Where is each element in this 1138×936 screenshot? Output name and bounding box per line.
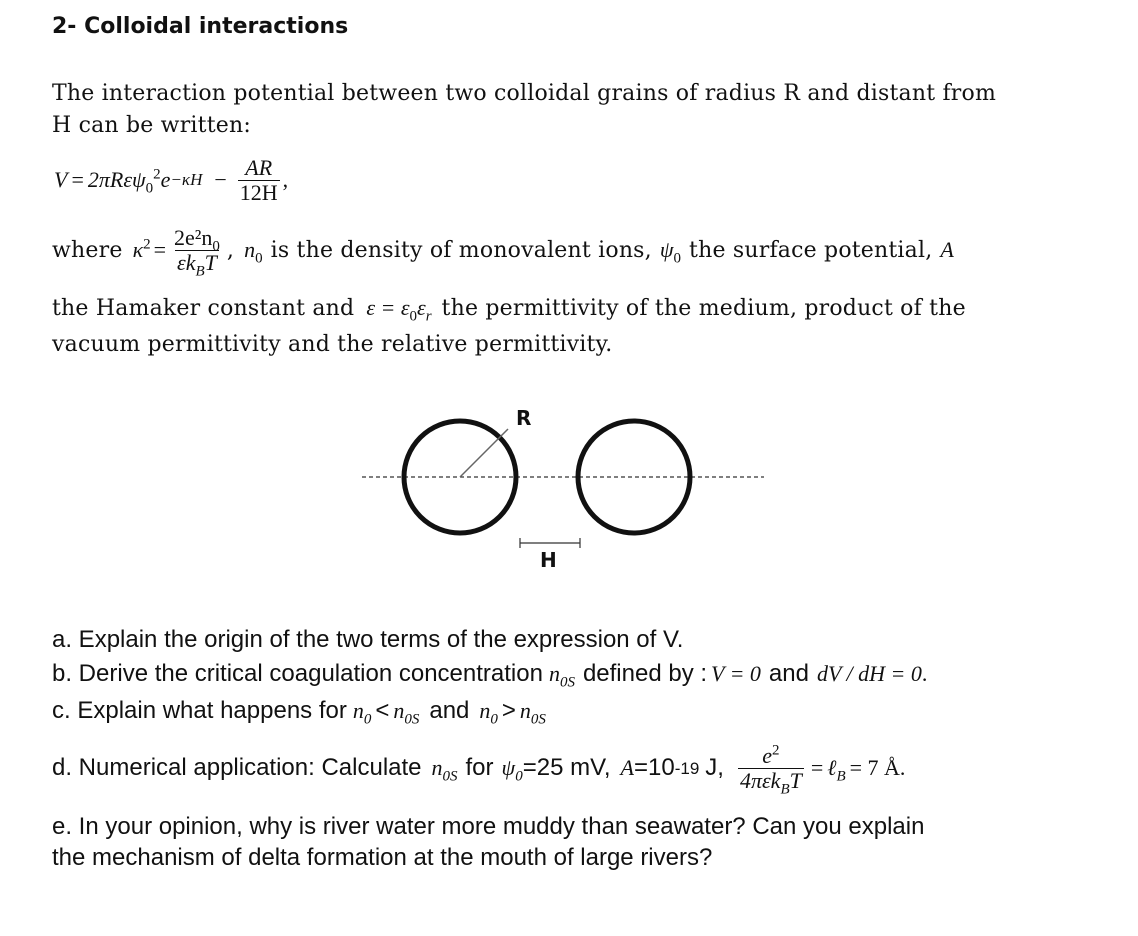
colloid-diagram — [360, 400, 770, 580]
question-b-period: . — [921, 661, 928, 686]
kappa-num-text: 2e²n — [174, 225, 213, 251]
c-n0s-sub-2: 0S — [530, 711, 546, 728]
d-n0s-sub: 0S — [442, 768, 458, 785]
n0-text: n — [244, 237, 256, 262]
c-n0s-symbol-2 — [519, 698, 546, 728]
kappa-sup: 2 — [143, 236, 151, 253]
c-n0-symbol — [352, 698, 372, 728]
where-comma: , — [226, 237, 235, 263]
question-d — [52, 740, 905, 796]
c-n0-text-2: n — [479, 698, 491, 723]
eq-prefactor — [87, 166, 161, 197]
where-equals: = — [153, 237, 167, 262]
kappa-frac-num — [172, 225, 222, 255]
d-n0s-text: n — [431, 755, 443, 780]
question-e-line-1: e. In your opinion, why is river water more muddy than seawater? Can you explain — [52, 813, 925, 840]
kappa-num-sub: 0 — [212, 238, 220, 255]
n0-sub: 0 — [255, 250, 263, 267]
n0s-symbol — [548, 661, 575, 691]
eq-frac-den-text: 12H — [239, 179, 278, 205]
n0s-text: n — [548, 661, 560, 686]
d-psi-symbol — [501, 755, 523, 785]
question-b — [52, 660, 928, 691]
d-psi-sub: 0 — [515, 768, 523, 785]
bjerrum-den-tail: T — [789, 767, 802, 793]
kappa-den-sub: B — [195, 262, 205, 279]
d-n0s-symbol — [431, 755, 458, 785]
section-title: 2- Colloidal interactions — [52, 14, 349, 39]
surface-potential-text: the surface potential, — [689, 237, 933, 263]
hamaker-symbol: A — [940, 237, 954, 262]
where-line — [52, 222, 954, 278]
c-n0-symbol-2 — [479, 698, 498, 728]
bjerrum-den-sub: B — [780, 780, 790, 797]
c-n0-sub: 0 — [363, 711, 372, 728]
eq-v-symbol: V — [54, 167, 68, 192]
c-n0s-text: n — [393, 698, 405, 723]
vacuum-line: vacuum permittivity and the relative permittivity. — [52, 332, 613, 357]
where-word: where — [52, 237, 123, 263]
bjerrum-num — [760, 744, 781, 767]
A-value: =10 — [634, 754, 675, 781]
eps-sub-r: r — [425, 308, 432, 325]
radius-label: R — [516, 406, 532, 430]
bjerrum-den-text: 4πεk — [739, 767, 781, 793]
c-n0s-sub: 0S — [404, 711, 420, 728]
bjerrum-result: = 7 Å. — [849, 755, 906, 780]
kappa-symbol — [133, 237, 151, 263]
equation-potential: V = 2πRεψ$_0^2$ e −κH − $\frac{AR}{12H}$ , — [54, 155, 289, 205]
psi-text: ψ — [659, 237, 674, 262]
eq-fraction — [238, 156, 280, 203]
eq-exp-base: e — [160, 167, 171, 192]
eps-expr-text: ε = ε — [366, 295, 410, 320]
psi0-symbol — [659, 237, 682, 267]
question-b-defined: defined by : — [582, 660, 708, 687]
eq-frac-den — [238, 180, 280, 204]
question-d-text: d. Numerical application: Calculate — [52, 754, 422, 781]
c-n0s-text-2: n — [519, 698, 531, 723]
c-n0s-symbol — [393, 698, 420, 728]
n0-symbol — [244, 237, 263, 267]
psi-value: =25 mV, — [522, 754, 611, 781]
kappa-frac-den — [175, 249, 219, 279]
bjerrum-length-symbol — [827, 755, 846, 785]
n0s-sub: 0S — [559, 674, 575, 691]
condition-v-zero: V = 0 — [711, 661, 761, 686]
A-exponent: -19 — [674, 758, 700, 778]
bjerrum-num-sup: 2 — [772, 743, 780, 760]
eq-sub-zero: 0 — [145, 180, 154, 197]
condition-derivative: dV / dH = 0 — [816, 661, 922, 686]
kappa-den-text: εk — [177, 249, 196, 275]
less-than-symbol: < — [375, 697, 390, 724]
c-n0-sub-2: 0 — [490, 711, 498, 728]
question-c-and: and — [429, 697, 470, 724]
bjerrum-l-sub: B — [836, 768, 846, 785]
bjerrum-l-text: ℓ — [827, 755, 837, 780]
psi-sub: 0 — [673, 250, 682, 267]
eq-comma: , — [282, 167, 289, 192]
eps-r-text: ε — [417, 295, 426, 320]
eps-sub-zero: 0 — [409, 308, 418, 325]
A-unit: J, — [705, 754, 724, 781]
intro-line-1: The interaction potential between two colloidal grains of radius R and distant from — [52, 81, 997, 106]
bjerrum-equals: = — [810, 755, 824, 780]
question-c-text: c. Explain what happens for — [52, 697, 347, 724]
epsilon-expression — [366, 295, 432, 325]
eq-equals: = — [71, 167, 84, 192]
kappa-den-tail: T — [204, 249, 217, 275]
greater-than-symbol: > — [501, 697, 516, 724]
bjerrum-num-text: e — [762, 743, 773, 769]
kappa-fraction — [172, 225, 222, 279]
bjerrum-den — [738, 767, 804, 797]
d-psi-text: ψ — [501, 755, 516, 780]
eq-prefactor-text: 2πRεψ — [87, 167, 146, 192]
question-e-line-2: the mechanism of delta formation at the mouth of large rivers? — [52, 844, 713, 871]
question-a: a. Explain the origin of the two terms of the expression of V. — [52, 626, 684, 653]
bjerrum-fraction — [738, 743, 804, 797]
hamaker-line — [52, 292, 966, 324]
question-d-for: for — [465, 754, 494, 781]
kappa-text: κ — [132, 237, 144, 262]
question-b-and: and — [768, 660, 809, 687]
hamaker-text: the Hamaker constant and — [52, 295, 355, 321]
d-A-symbol: A — [620, 755, 634, 780]
c-n0-text: n — [352, 698, 364, 723]
eq-frac-num: AR — [245, 155, 273, 181]
density-text: is the density of monovalent ions, — [270, 237, 652, 263]
intro-line-2: H can be written: — [52, 113, 251, 138]
distance-label: H — [540, 548, 557, 572]
permittivity-text: the permittivity of the medium, product of the — [441, 295, 966, 321]
radius-line — [460, 429, 508, 477]
eq-sup-two: 2 — [153, 166, 161, 183]
question-b-text: b. Derive the critical coagulation concentration — [52, 660, 543, 687]
eq-minus: − — [214, 167, 227, 192]
question-c — [52, 697, 546, 728]
